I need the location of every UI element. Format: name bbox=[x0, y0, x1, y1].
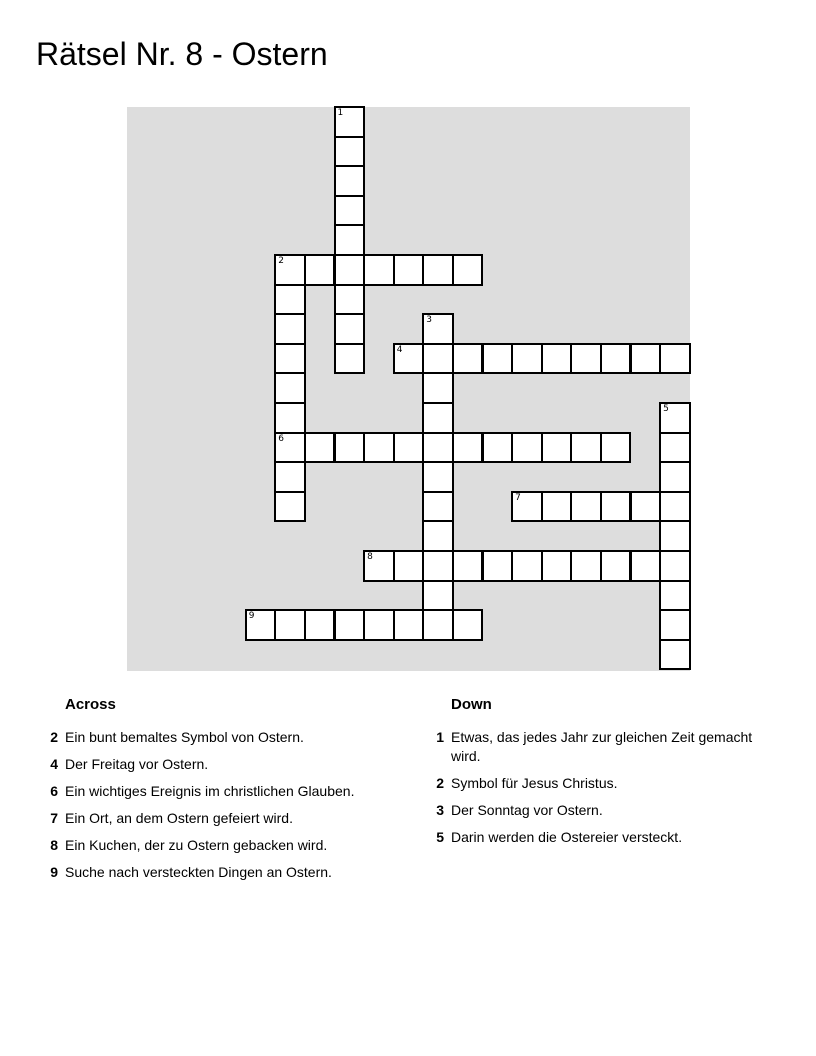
grid-cell[interactable] bbox=[570, 432, 602, 464]
across-heading: Across bbox=[65, 696, 116, 713]
across-clues bbox=[40, 694, 380, 890]
grid-cell[interactable] bbox=[659, 550, 691, 582]
grid-cell[interactable] bbox=[422, 432, 454, 464]
clue-number: 2 bbox=[50, 729, 58, 745]
clue-across-8 bbox=[40, 836, 380, 855]
grid-cell[interactable] bbox=[541, 550, 573, 582]
grid-cell[interactable] bbox=[334, 609, 366, 641]
clue-text: Ein bunt bemaltes Symbol von Ostern. bbox=[65, 729, 304, 745]
grid-cell[interactable] bbox=[570, 343, 602, 375]
grid-cell[interactable] bbox=[274, 491, 306, 523]
grid-cell[interactable] bbox=[334, 195, 366, 227]
grid-cell[interactable] bbox=[334, 432, 366, 464]
grid-cell[interactable] bbox=[570, 491, 602, 523]
grid-cell[interactable] bbox=[541, 432, 573, 464]
grid-cell[interactable] bbox=[452, 343, 484, 375]
grid-cell[interactable] bbox=[304, 609, 336, 641]
cell-number: 7 bbox=[515, 492, 521, 503]
grid-cell[interactable] bbox=[393, 432, 425, 464]
grid-cell[interactable] bbox=[274, 343, 306, 375]
clue-number: 2 bbox=[436, 775, 444, 791]
grid-cell[interactable] bbox=[363, 550, 395, 582]
crossword-grid bbox=[127, 107, 690, 671]
grid-cell[interactable] bbox=[422, 343, 454, 375]
clue-text: Ein Kuchen, der zu Ostern gebacken wird. bbox=[65, 837, 328, 853]
grid-cell[interactable] bbox=[659, 432, 691, 464]
clue-down-5 bbox=[426, 828, 766, 847]
grid-cell[interactable] bbox=[659, 343, 691, 375]
grid-cell[interactable] bbox=[422, 520, 454, 552]
grid-cell[interactable] bbox=[482, 550, 514, 582]
grid-cell[interactable] bbox=[304, 254, 336, 286]
clue-across-4 bbox=[40, 755, 380, 774]
page-title: Rätsel Nr. 8 - Ostern bbox=[36, 36, 328, 72]
grid-cell[interactable] bbox=[600, 491, 632, 523]
grid-cell[interactable] bbox=[659, 402, 691, 434]
clue-across-9 bbox=[40, 863, 380, 882]
cell-number: 3 bbox=[426, 315, 433, 326]
down-heading: Down bbox=[451, 696, 492, 713]
clue-number: 4 bbox=[50, 756, 58, 772]
cell-number: 6 bbox=[278, 433, 285, 444]
grid-cell[interactable] bbox=[422, 580, 454, 612]
grid-cell[interactable] bbox=[363, 609, 395, 641]
grid-cell[interactable] bbox=[659, 461, 691, 493]
clue-across-7 bbox=[40, 809, 380, 828]
clue-text: Etwas, das jedes Jahr zur gleichen Zeit gemacht wird. bbox=[451, 729, 753, 764]
grid-cell[interactable] bbox=[422, 372, 454, 404]
grid-cell[interactable] bbox=[422, 491, 454, 523]
grid-cell[interactable] bbox=[274, 461, 306, 493]
grid-cell[interactable] bbox=[600, 550, 632, 582]
cell-number: 4 bbox=[396, 344, 403, 355]
grid-cell[interactable] bbox=[422, 609, 454, 641]
grid-cell[interactable] bbox=[452, 609, 484, 641]
clue-across-6 bbox=[40, 782, 380, 801]
grid-cell[interactable] bbox=[245, 609, 277, 641]
grid-cell[interactable] bbox=[541, 491, 573, 523]
grid-cell[interactable] bbox=[334, 254, 366, 286]
clue-across-2 bbox=[40, 728, 380, 747]
clue-number: 6 bbox=[50, 783, 58, 799]
grid-cell[interactable] bbox=[630, 550, 662, 582]
clue-number: 1 bbox=[436, 729, 444, 745]
grid-cell[interactable] bbox=[274, 254, 306, 286]
grid-cell[interactable] bbox=[659, 580, 691, 612]
grid-cell[interactable] bbox=[511, 343, 543, 375]
grid-cell[interactable] bbox=[422, 254, 454, 286]
grid-cell[interactable] bbox=[630, 343, 662, 375]
grid-cell[interactable] bbox=[393, 550, 425, 582]
grid-cell[interactable] bbox=[659, 520, 691, 552]
clue-text: Darin werden die Ostereier versteckt. bbox=[451, 829, 683, 845]
grid-cell[interactable] bbox=[482, 432, 514, 464]
clue-down-1 bbox=[426, 728, 766, 766]
grid-cell[interactable] bbox=[334, 313, 366, 345]
grid-cell[interactable] bbox=[274, 609, 306, 641]
grid-cell[interactable] bbox=[600, 343, 632, 375]
grid-cell[interactable] bbox=[659, 491, 691, 523]
clue-number: 9 bbox=[50, 864, 58, 880]
grid-cell[interactable] bbox=[511, 432, 543, 464]
clue-text: Der Freitag vor Ostern. bbox=[65, 756, 209, 772]
grid-cell[interactable] bbox=[393, 254, 425, 286]
grid-cell[interactable] bbox=[393, 343, 425, 375]
grid-cell[interactable] bbox=[363, 254, 395, 286]
cell-number: 1 bbox=[337, 108, 344, 118]
grid-cell[interactable] bbox=[482, 343, 514, 375]
grid-cell[interactable] bbox=[452, 432, 484, 464]
grid-cell[interactable] bbox=[274, 372, 306, 404]
clue-number: 3 bbox=[436, 802, 444, 818]
clue-text: Der Sonntag vor Ostern. bbox=[451, 802, 603, 818]
grid-cell[interactable] bbox=[274, 313, 306, 345]
clue-number: 7 bbox=[50, 810, 58, 826]
grid-cell[interactable] bbox=[422, 550, 454, 582]
grid-cell[interactable] bbox=[304, 432, 336, 464]
grid-cell[interactable] bbox=[570, 550, 602, 582]
grid-cell[interactable] bbox=[422, 402, 454, 434]
grid-cell[interactable] bbox=[511, 491, 543, 523]
grid-cell[interactable] bbox=[363, 432, 395, 464]
down-clues bbox=[426, 694, 766, 855]
grid-cell[interactable] bbox=[452, 550, 484, 582]
cell-number: 5 bbox=[663, 404, 669, 414]
clue-text: Ein wichtiges Ereignis im christlichen Glauben. bbox=[65, 783, 355, 799]
grid-cell[interactable] bbox=[452, 254, 484, 286]
cell-number: 2 bbox=[278, 256, 285, 266]
clue-down-2 bbox=[426, 774, 766, 793]
cell-number: 9 bbox=[248, 611, 255, 622]
grid-cell[interactable] bbox=[511, 550, 543, 582]
grid-cell[interactable] bbox=[393, 609, 425, 641]
grid-cell[interactable] bbox=[334, 136, 366, 168]
clue-text: Suche nach versteckten Dingen an Ostern. bbox=[65, 864, 332, 880]
grid-cell[interactable] bbox=[274, 432, 306, 464]
grid-cell[interactable] bbox=[600, 432, 632, 464]
grid-cell[interactable] bbox=[334, 343, 366, 375]
clue-text: Symbol für Jesus Christus. bbox=[451, 775, 618, 791]
grid-cell[interactable] bbox=[659, 639, 691, 671]
grid-cell[interactable] bbox=[274, 284, 306, 316]
grid-cell[interactable] bbox=[334, 106, 366, 138]
grid-cell[interactable] bbox=[334, 284, 366, 316]
clue-number: 5 bbox=[436, 829, 444, 845]
grid-cell[interactable] bbox=[422, 313, 454, 345]
clue-text: Ein Ort, an dem Ostern gefeiert wird. bbox=[65, 810, 293, 826]
cell-number: 8 bbox=[367, 552, 373, 562]
grid-cell[interactable] bbox=[334, 224, 366, 256]
grid-cell[interactable] bbox=[274, 402, 306, 434]
clue-number: 8 bbox=[50, 837, 58, 853]
grid-cell[interactable] bbox=[422, 461, 454, 493]
grid-cell[interactable] bbox=[334, 165, 366, 197]
grid-cell[interactable] bbox=[541, 343, 573, 375]
clue-down-3 bbox=[426, 801, 766, 820]
grid-cell[interactable] bbox=[630, 491, 662, 523]
grid-cell[interactable] bbox=[659, 609, 691, 641]
